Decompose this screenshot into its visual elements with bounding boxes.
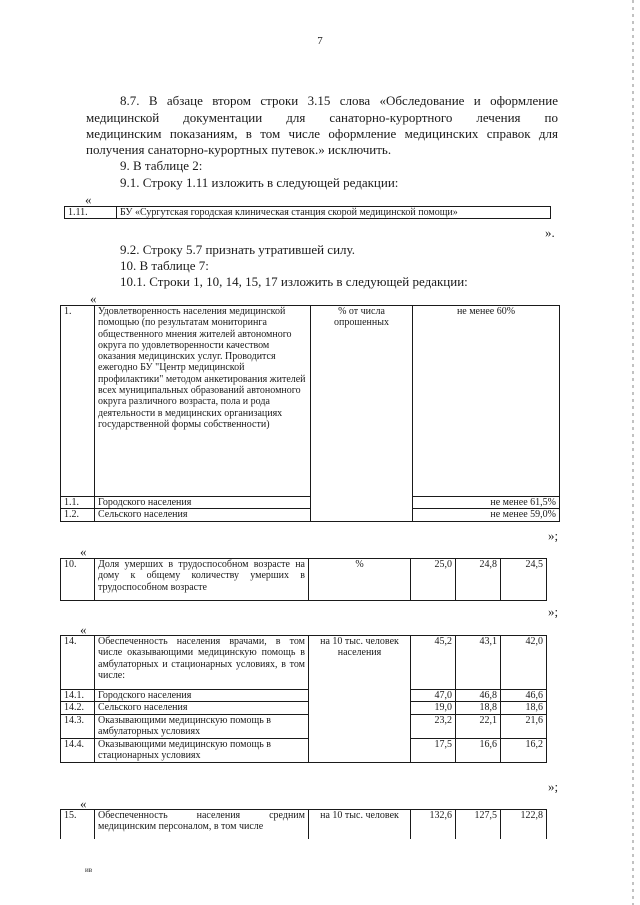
open-quote: «: [85, 192, 92, 207]
subrow-text: Городского населения: [95, 497, 311, 509]
table7-row-15: [60, 809, 547, 839]
value-cell: 46,8: [456, 690, 501, 702]
table7-row-14: [60, 635, 547, 763]
value-cell: 127,5: [456, 810, 501, 840]
subrow-number: 1.1.: [61, 497, 95, 509]
value-cell: 132,6: [411, 810, 456, 840]
open-quote: «: [80, 622, 87, 637]
subrow-value: не менее 59,0%: [413, 509, 560, 521]
paragraph-8-7-line4: получения санаторно-курортных путевок.» исключить.: [86, 142, 392, 157]
subrow-number: 14.3.: [61, 714, 95, 738]
subrow-value: не менее 61,5%: [413, 497, 560, 509]
row-unit: %: [309, 559, 411, 601]
value-cell: 122,8: [501, 810, 547, 840]
row-text: Обеспеченность населения средним медицинским персоналом, в том числе: [95, 810, 309, 840]
row-text: БУ «Сургутская городская клиническая станция скорой медицинской помощи»: [117, 207, 551, 219]
value-cell: 25,0: [411, 559, 456, 601]
subrow-text: Оказывающими медицинскую помощь в амбулаторных условиях: [95, 714, 309, 738]
row-number: 1.11.: [65, 207, 117, 219]
value-cell: 24,8: [456, 559, 501, 601]
value-cell: 23,2: [411, 714, 456, 738]
subrow-text: Городского населения: [95, 690, 309, 702]
subrow-number: 14.4.: [61, 738, 95, 762]
value-cell: 47,0: [411, 690, 456, 702]
value-cell: 17,5: [411, 738, 456, 762]
value-cell: 45,2: [411, 636, 456, 690]
open-quote: «: [80, 544, 87, 559]
value-cell: 18,8: [456, 702, 501, 714]
paragraph-8-7-line2: медицинской документации для санаторно-курортного лечения по: [86, 110, 558, 125]
table2-row-1-11: [64, 206, 551, 219]
row-number: 10.: [61, 559, 95, 601]
subrow-number: 14.1.: [61, 690, 95, 702]
paragraph-9-2: 9.2. Строку 5.7 признать утратившей силу.: [120, 242, 355, 257]
paragraph-8-7-line1: 8.7. В абзаце втором строки 3.15 слова «Обследование и оформление: [120, 93, 558, 108]
row-number: 14.: [61, 636, 95, 690]
open-quote: «: [90, 291, 97, 306]
row-number: 1.: [61, 306, 95, 497]
value-cell: 16,2: [501, 738, 547, 762]
table7-row-10: [60, 558, 547, 601]
row-number: 15.: [61, 810, 95, 840]
row-unit: % от числа опрошенных: [311, 306, 413, 522]
value-cell: 42,0: [501, 636, 547, 690]
value-cell: 19,0: [411, 702, 456, 714]
subrow-text: Сельского населения: [95, 509, 311, 521]
scan-edge: [632, 0, 634, 905]
paragraph-10-1: 10.1. Строки 1, 10, 14, 15, 17 изложить в следующей редакции:: [120, 274, 468, 289]
paragraph-10: 10. В таблице 7:: [120, 258, 209, 273]
value-cell: 16,6: [456, 738, 501, 762]
value-cell: 22,1: [456, 714, 501, 738]
close-quote: »;: [548, 528, 559, 543]
row-text: Обеспеченность населения врачами, в том числе оказывающими медицинскую помощь в амбулаторных и стационарных условиях, в том числе:: [95, 636, 309, 690]
value-cell: 46,6: [501, 690, 547, 702]
close-quote: »;: [548, 604, 559, 619]
value-cell: 24,5: [501, 559, 547, 601]
subrow-number: 1.2.: [61, 509, 95, 521]
subrow-number: 14.2.: [61, 702, 95, 714]
open-quote: «: [80, 796, 87, 811]
footer-mark: ив: [85, 866, 93, 874]
table7-row-15-clip: [60, 809, 550, 839]
subrow-text: Сельского населения: [95, 702, 309, 714]
subrow-text: Оказывающими медицинскую помощь в стационарных условиях: [95, 738, 309, 762]
row-text: Доля умерших в трудоспособном возрасте на дому к общему количеству умерших в трудоспособном возрасте: [95, 559, 309, 601]
paragraph-9: 9. В таблице 2:: [120, 158, 203, 173]
row-text: Удовлетворенность населения медицинской помощью (по результатам мониторинга общественного мнения жителей автономного округа по удовлетворенности качеством оказания медицинских услуг. Проводится ежегодно БУ "Центр медицинской профилактики" методом анкетирования жителей всех муниципальных образований автономного округа различного возраста, пола и рода деятельности в медицинских организациях государственной формы собственности): [95, 306, 311, 497]
row-unit: на 10 тыс. человек: [309, 810, 411, 840]
page-number: 7: [317, 35, 323, 47]
close-quote: ».: [545, 225, 555, 240]
value-cell: 43,1: [456, 636, 501, 690]
table7-row-1: [60, 305, 560, 522]
value-cell: 21,6: [501, 714, 547, 738]
row-value: не менее 60%: [413, 306, 560, 497]
value-cell: 18,6: [501, 702, 547, 714]
paragraph-8-7-line3: медицинским показаниям, в том числе оформление медицинских справок для: [86, 126, 558, 141]
row-unit: на 10 тыс. человек населения: [309, 636, 411, 763]
paragraph-9-1: 9.1. Строку 1.11 изложить в следующей редакции:: [120, 175, 399, 190]
close-quote: »;: [548, 779, 559, 794]
